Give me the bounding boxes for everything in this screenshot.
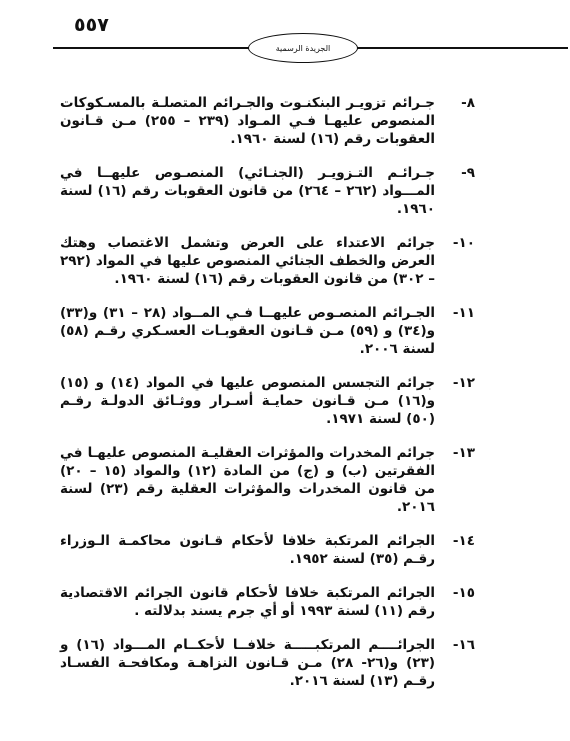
item-text: الجرائــــم المرتكبـــــة خلافــا لأحكــام المـــواد (١٦) و (٢٣) و(٢٦- ٢٨) مـن قـانون النزاهـة ومكافحـة الفسـاد رقـم (١٣) لسنة ٢٠١٦. <box>60 637 435 689</box>
item-number: ٩- <box>461 165 475 181</box>
item-text: الجرائم المرتكبة خلافا لأحكام قانون الجرائم الاقتصادية رقم (١١) لسنة ١٩٩٣ أو أي جرم يسند بدلالته . <box>60 585 435 619</box>
list-item <box>60 444 475 516</box>
item-number: ١٣- <box>452 445 475 461</box>
item-text: الجرائم المرتكبة خلافا لأحكام قـانون محاكمـة الـوزراء رقـم (٣٥) لسنة ١٩٥٢. <box>60 533 435 567</box>
list-item <box>60 374 475 428</box>
item-text: جرائم المخدرات والمؤثرات العقليـة المنصوص عليهـا في الفقرتين (ب) و (ج) من المادة (١٢) والمواد (١٥ – ٢٠) من قانون المخدرات والمؤثرات العقلية رقم (٢٣) لسنة ٢٠١٦. <box>60 445 435 515</box>
item-text: جرائم التجسس المنصوص عليها في المواد (١٤) و (١٥) و(١٦) مـن قـانون حمايـة أسـرار ووثـائق الدولـة رقـم (٥٠) لسنة ١٩٧١. <box>60 375 435 427</box>
gazette-name: الجريدة الرسمية <box>275 43 331 53</box>
item-number: ١٢- <box>452 375 475 391</box>
gazette-name-oval <box>248 33 358 63</box>
item-text: جرائم الاعتداء على العرض وتشمل الاغتصاب وهتك العرض والخطف الجنائي المنصوص عليها في المواد (٢٩٢ – ٣٠٢) من قانون العقوبات رقم (١٦) لسنة ١٩٦٠. <box>60 235 435 287</box>
list-item <box>60 584 475 620</box>
item-number: ١٤- <box>452 533 475 549</box>
item-text: جـرائم تزويـر البنكنـوت والجـرائم المتصلـة بالمسـكوكات المنصوص عليهـا فـي المـواد (٢٣٩ – ٢٥٥) مـن قـانون العقوبات رقم (١٦) لسنة ١٩٦٠. <box>60 95 435 147</box>
page-number: ٥٥٧ <box>74 14 109 36</box>
list-item <box>60 164 475 218</box>
item-number: ١٥- <box>452 585 475 601</box>
item-number: ١٦- <box>452 637 475 653</box>
list-item <box>60 304 475 358</box>
item-text: جـرائـم التـزويـر (الجنـائي) المنصـوص عليهــا في المـــواد (٢٦٢ – ٢٦٤) من قانون العقوبات رقم (١٦) لسنة ١٩٦٠. <box>60 165 435 217</box>
article-list <box>60 94 475 706</box>
list-item <box>60 636 475 690</box>
list-item <box>60 532 475 568</box>
item-text: الجـرائم المنصـوص عليهــا فـي المــواد (٢٨ – ٣١) و(٣٣) و(٣٤) و (٥٩) مـن قـانون العقوبـات العسـكري رقـم (٥٨) لسنة ٢٠٠٦. <box>60 305 436 357</box>
item-number: ١١- <box>452 305 475 321</box>
item-number: ١٠- <box>452 235 475 251</box>
item-number: ٨- <box>461 95 475 111</box>
list-item <box>60 234 475 288</box>
list-item <box>60 94 475 148</box>
